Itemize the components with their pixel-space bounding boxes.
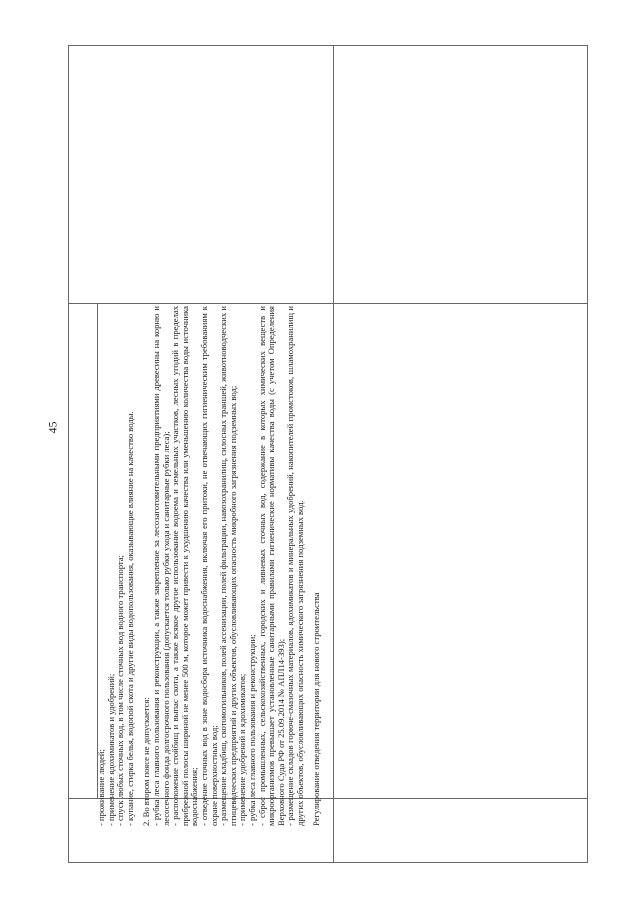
text-line: - сброс промышленных, сельскохозяйственных, городских и ливневых сточных вод, содержание в которых химических веществ и микроорганизмов превышает установленные санитарными правилами гигиенические нормативы качества воды (с учетом Определения Верховного Суда РФ от 25.09.2014 № АПЛ14-393); [256,306,286,826]
text-line: - рубка леса главного пользования и реконструкции, а также закрепление за лесозаготовительными предприятиями древесины на корню и лесосечного фонда долгосрочного пользования (допускается только рубки ухода и санитарные рубки леса); [150,306,171,826]
footer-line: Регулирование отведения территории для нового строительства [311,592,322,826]
text-line: - расположение стойбищ и выпас скота, а также всякое другое использование водоема и земельных участков, лесных угодий в пределах прибрежной полосы шириной не менее 500 м, которое может привести к ухудшению качества или уменьшению количества воды источника водоснабжения; [170,306,200,826]
text-line: - отведение сточных вод в зоне водосбора источника водоснабжения, включая его притоки, не отвечающих гигиеническим требованиям к охране поверхностных вод; [198,306,219,826]
text-line: - спуск любых сточных вод, в том числе сточных вод водного транспорта; [115,555,126,826]
text-line: - рубка леса главного пользования и реконструкции; [246,634,257,826]
text-line: - применение ядохимикатов и удобрений; [105,673,116,826]
text-line: - размещение кладбищ, скотомогильников, полей ассенизации, полей фильтрации, навозохранилищ, силосных траншей, животноводческих и птицеводческих предприятий и других объектов, обусловливающих опасность микробного загрязнения подземных вод; [218,306,238,826]
text-line: - проживание людей; [96,749,106,826]
rotated-text-content [97,306,587,826]
section-title: 2. Во втором поясе не допускается: [141,697,152,826]
text-line: - применение удобрений и ядохимикатов; [237,673,248,826]
rotated-text-cell [96,306,587,826]
text-line: - размещение складов горюче-смазочных материалов, ядохимикатов и минеральных удобрений, накопителей промстоков, шламохранилищ и других объектов, обусловливающих опасность химического загрязнения подземных вод. [285,306,305,826]
page-number: 45 [45,421,60,434]
text-line: - купание, стирка белья, водопой скота и другие виды водопользования, оказывающие влияние на качество воды. [124,411,135,826]
table-divider [69,303,587,304]
